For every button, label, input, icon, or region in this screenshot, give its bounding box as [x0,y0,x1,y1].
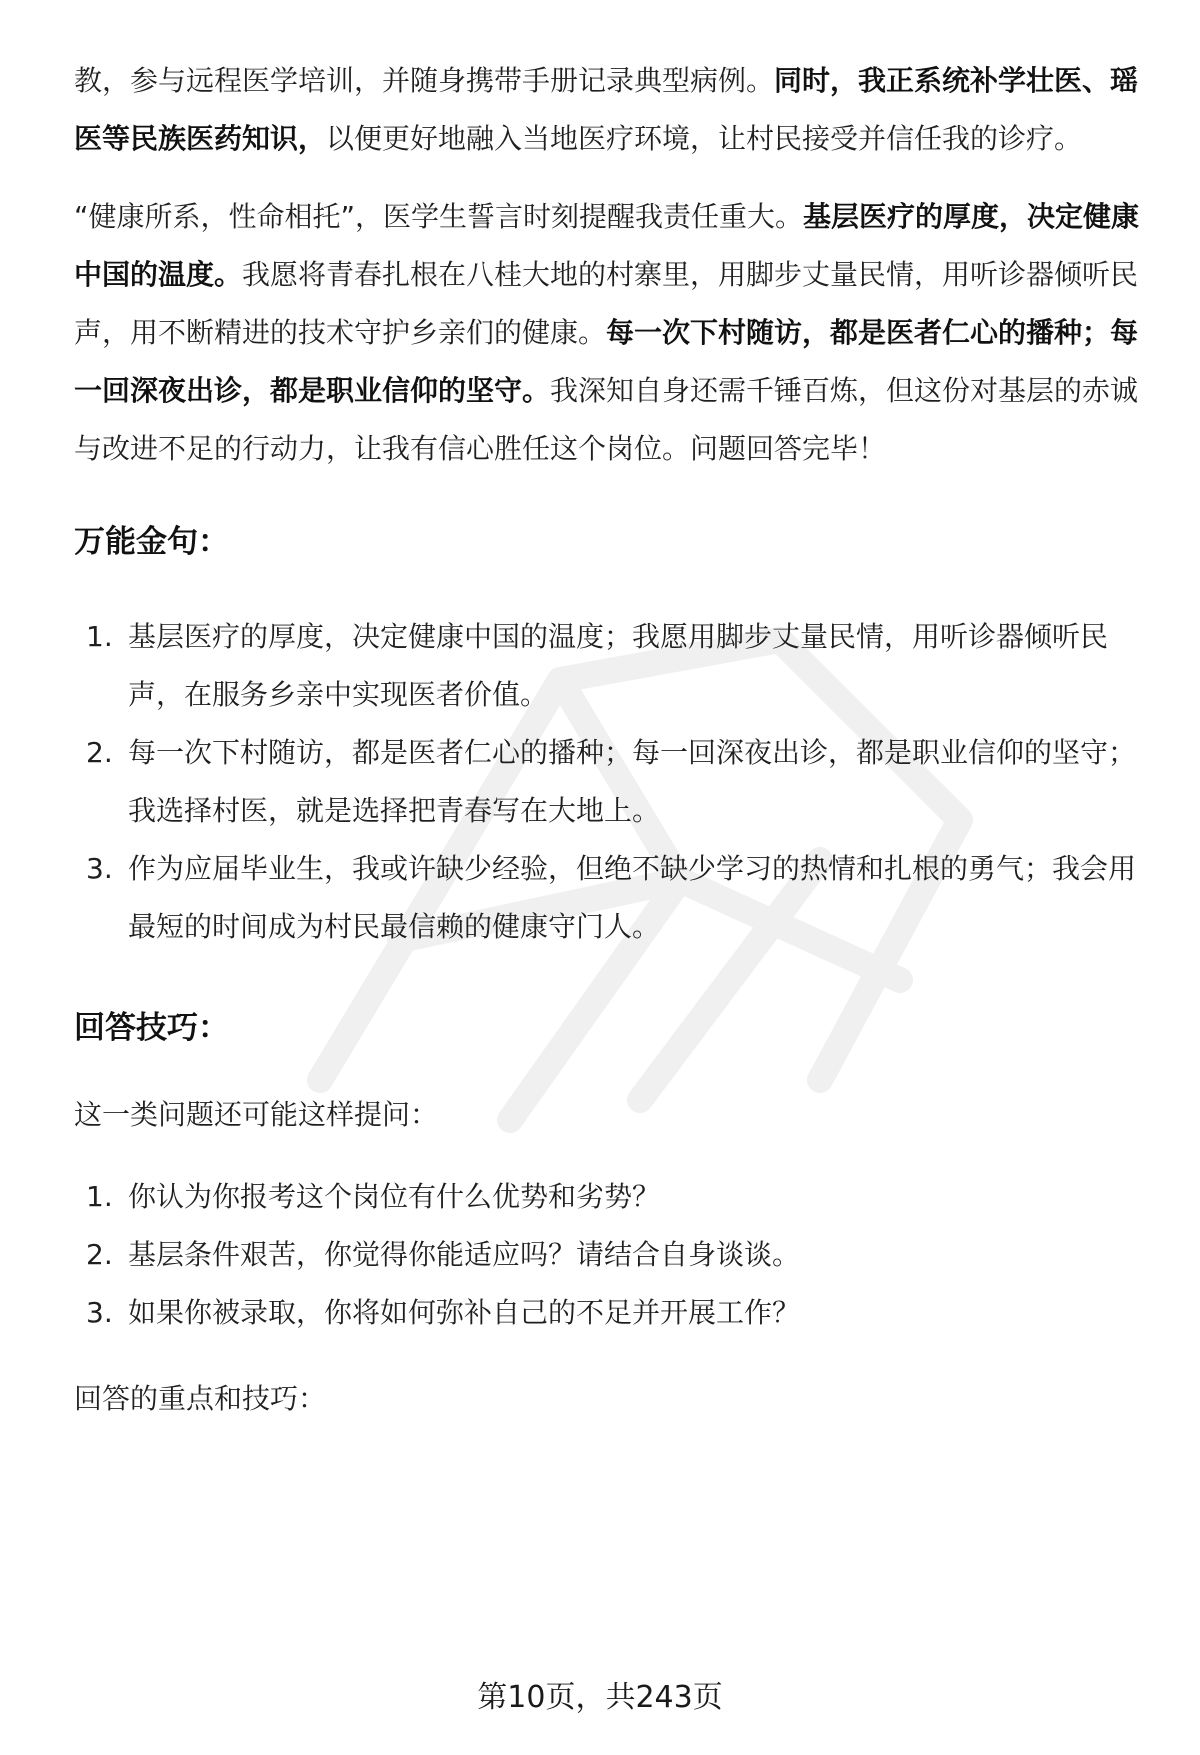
section-heading-answer-tips: 回答技巧： [74,1010,229,1046]
text-run: 我愿将青春扎根在八桂大地的村寨里，用脚步丈量民情，用听诊器倾听民声，用不断精进的技术守护乡亲们的健康。 [74,258,1139,349]
list-number: 2. [86,736,113,769]
section-heading-golden-sentences: 万能金句： [74,524,229,560]
list-item [74,840,1156,956]
text-run: 我深知自身还需千锤百炼，但这份对基层的赤诚与改进不足的行动力，让我有信心胜任这个岗位。问题回答完毕！ [74,374,1139,465]
page-number-footer: 第10页，共243页 [477,1680,723,1715]
bold-text-run: 同时，我正系统补学壮医、瑶医等民族医药知识， [74,64,1139,155]
tips-intro: 这一类问题还可能这样提问： [74,1098,439,1131]
list-item [74,1226,1156,1284]
text-run: 以便更好地融入当地医疗环境，让村民接受并信任我的诊疗。 [326,122,1083,155]
list-number: 2. [86,1238,113,1271]
text-run: “健康所系，性命相托”，医学生誓言时刻提醒我责任重大。 [74,200,804,233]
paragraph-conclusion [74,188,1156,478]
text-run: 教，参与远程医学培训，并随身携带手册记录典型病例。 [74,64,775,97]
main-content [74,52,1156,1428]
bold-text-run: 基层医疗的厚度，决定健康中国的温度。 [74,200,1140,291]
list-number: 3. [86,1296,113,1329]
list-item [74,724,1156,840]
list-item [74,608,1156,724]
golden-sentences-list [74,608,1156,956]
list-item-text: 你认为你报考这个岗位有什么优势和劣势？ [128,1180,661,1213]
list-item-text: 如果你被录取，你将如何弥补自己的不足并开展工作？ [128,1296,801,1329]
list-item [74,1284,1156,1342]
list-number: 1. [86,1180,113,1213]
list-item-text: 作为应届毕业生，我或许缺少经验，但绝不缺少学习的热情和扎根的勇气；我会用最短的时间成为村民最信赖的健康守门人。 [128,852,1137,943]
list-number: 1. [86,620,113,653]
paragraph-continuation [74,52,1156,168]
list-item-text: 基层条件艰苦，你觉得你能适应吗？请结合自身谈谈。 [128,1238,801,1271]
list-number: 3. [86,852,113,885]
bold-text-run: 每一次下村随访，都是医者仁心的播种；每一回深夜出诊，都是职业信仰的坚守。 [74,316,1139,407]
alternative-questions-list [74,1168,1156,1342]
list-item-text: 基层医疗的厚度，决定健康中国的温度；我愿用脚步丈量民情，用听诊器倾听民声，在服务乡亲中实现医者价值。 [128,620,1109,711]
tips-outro: 回答的重点和技巧： [74,1382,327,1415]
list-item-text: 每一次下村随访，都是医者仁心的播种；每一回深夜出诊，都是职业信仰的坚守；我选择村医，就是选择把青春写在大地上。 [128,736,1137,827]
list-item [74,1168,1156,1226]
